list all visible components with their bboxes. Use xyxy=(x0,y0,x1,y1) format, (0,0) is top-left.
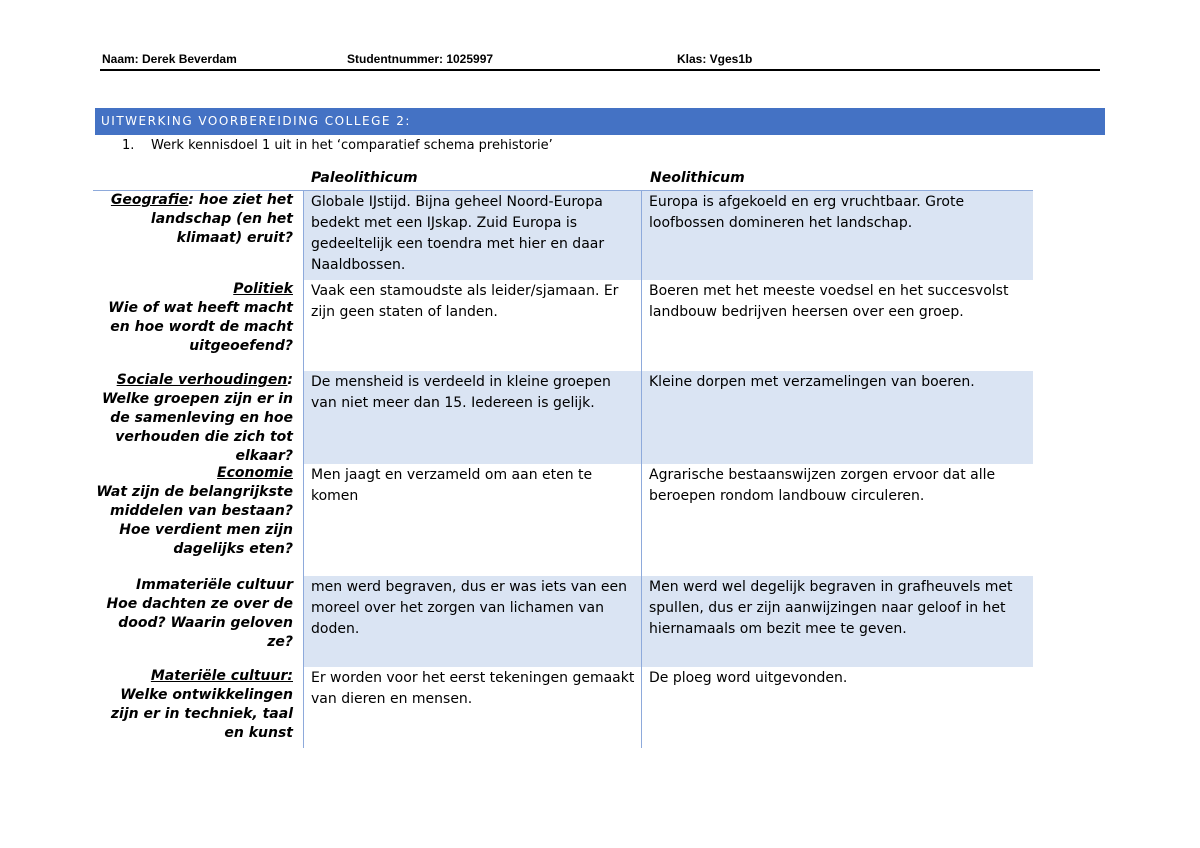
section-heading: UITWERKING VOORBEREIDING COLLEGE 2: xyxy=(95,108,1105,135)
row-label-question: Wie of wat heeft macht en hoe wordt de macht uitgeoefend? xyxy=(108,300,293,354)
paleolithicum-cell: Er worden voor het eerst tekeningen gemaakt van dieren en mensen. xyxy=(311,670,635,707)
neolithicum-cell: De ploeg word uitgevonden. xyxy=(649,670,848,686)
row-label xyxy=(93,191,293,248)
row-label-title: Sociale verhoudingen xyxy=(116,372,288,388)
row-label-title: Materiële cultuur: xyxy=(150,668,293,684)
row-label xyxy=(93,371,293,466)
paleolithicum-cell: De mensheid is verdeeld in kleine groepen van niet meer dan 15. Iedereen is gelijk. xyxy=(304,371,642,464)
table-row xyxy=(93,191,1033,280)
paleolithicum-cell: Vaak een stamoudste als leider/sjamaan. Er zijn geen staten of landen. xyxy=(311,283,619,320)
neolithicum-cell: Men werd wel degelijk begraven in grafheuvels met spullen, dus er zijn aanwijzingen naar geloof in het hiernamaals om bezit mee te geven. xyxy=(642,576,1033,667)
row-label-title: Politiek xyxy=(233,281,293,297)
row-label-title: Geografie xyxy=(110,192,189,208)
table-column-divider xyxy=(641,190,642,748)
table-row xyxy=(93,280,1033,371)
table-row xyxy=(93,576,1033,667)
table-row xyxy=(93,667,1033,748)
header-divider xyxy=(100,69,1100,71)
row-label-question: : Welke groepen zijn er in de samenleving en hoe verhouden die zich tot elkaar? xyxy=(101,372,293,464)
list-number: 1. xyxy=(122,138,135,153)
table-column-divider xyxy=(303,190,304,748)
row-label xyxy=(93,667,293,743)
paleolithicum-cell: Men jaagt en verzameld om aan eten te komen xyxy=(311,467,593,504)
list-text: Werk kennisdoel 1 uit in het ‘comparatief schema prehistorie’ xyxy=(151,138,553,153)
row-label-title: Economie xyxy=(217,465,293,481)
row-label xyxy=(93,280,293,356)
paleolithicum-cell: Globale IJstijd. Bijna geheel Noord-Europa bedekt met een IJskap. Zuid Europa is gedeeltelijk een toendra met hier en daar Naaldbossen. xyxy=(304,191,642,280)
table-row xyxy=(93,464,1033,576)
row-label xyxy=(93,464,293,559)
page-header xyxy=(100,51,1100,71)
row-label xyxy=(93,576,293,652)
table-row xyxy=(93,371,1033,464)
row-label-question: Wat zijn de belangrijkste middelen van bestaan? Hoe verdient men zijn dagelijks eten? xyxy=(96,484,293,557)
neolithicum-cell: Kleine dorpen met verzamelingen van boeren. xyxy=(642,371,1033,464)
neolithicum-cell: Europa is afgekoeld en erg vruchtbaar. Grote loofbossen domineren het landschap. xyxy=(642,191,1033,280)
neolithicum-cell: Agrarische bestaanswijzen zorgen ervoor dat alle beroepen rondom landbouw circuleren. xyxy=(649,467,996,504)
row-label-question: Welke ontwikkelingen zijn er in techniek, taal en kunst xyxy=(110,687,293,741)
row-label-question: Hoe dachten ze over de dood? Waarin geloven ze? xyxy=(106,596,293,650)
paleolithicum-cell: men werd begraven, dus er was iets van een moreel over het zorgen van lichamen van doden. xyxy=(304,576,642,667)
student-number: Studentnummer: 1025997 xyxy=(347,52,494,66)
column-header-paleolithicum: Paleolithicum xyxy=(311,170,418,186)
row-label-title: Immateriële cultuur xyxy=(136,577,293,593)
student-name: Naam: Derek Beverdam xyxy=(102,52,237,66)
neolithicum-cell: Boeren met het meeste voedsel en het succesvolst landbouw bedrijven heersen over een groep. xyxy=(649,283,1009,320)
class-label: Klas: Vges1b xyxy=(677,52,753,66)
row-label-question: : hoe ziet het landschap (en het klimaat) eruit? xyxy=(150,192,293,246)
column-header-neolithicum: Neolithicum xyxy=(650,170,745,186)
